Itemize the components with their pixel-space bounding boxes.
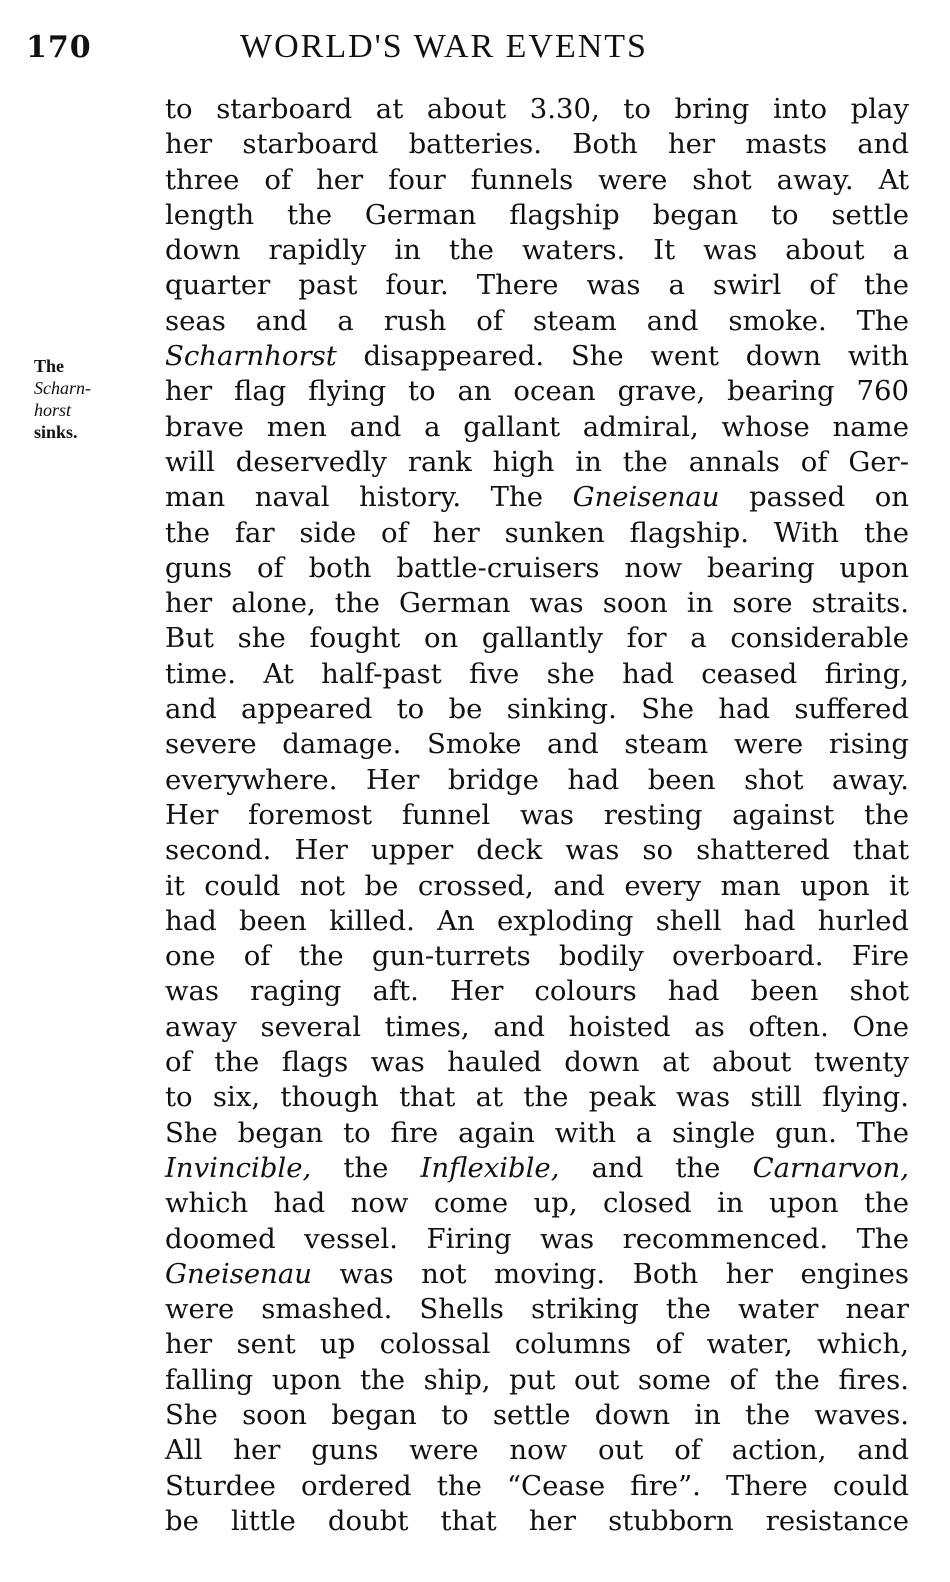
body-line: be little doubt that her stubborn resistance <box>165 1504 909 1537</box>
body-line: Her foremost funnel was resting against the <box>165 798 909 831</box>
body-line: severe damage. Smoke and steam were rising <box>165 728 909 761</box>
body-line: falling upon the ship, put out some of the fires. <box>165 1363 909 1396</box>
body-line: were smashed. Shells striking the water near <box>165 1293 909 1326</box>
italic-ship-name: Carnarvon, <box>752 1151 909 1184</box>
body-line: man naval history. The Gneisenau passed on <box>165 481 909 514</box>
body-line: her flag flying to an ocean grave, bearing 760 <box>165 375 909 408</box>
body-line: But she fought on gallantly for a considerable <box>165 622 909 655</box>
body-line: her alone, the German was soon in sore straits. <box>165 587 909 620</box>
page-number: 170 <box>26 30 92 65</box>
body-line: will deservedly rank high in the annals of Ger- <box>165 445 909 478</box>
body-line: had been killed. An exploding shell had hurled <box>165 904 909 937</box>
body-line: her sent up colossal columns of water, which, <box>165 1328 909 1361</box>
body-line: seas and a rush of steam and smoke. The <box>165 304 909 337</box>
body-line: was raging aft. Her colours had been shot <box>165 975 909 1008</box>
body-line: length the German flagship began to settle <box>165 198 909 231</box>
marginal-note-line: Scharn- <box>34 378 91 398</box>
italic-ship-name: Gneisenau <box>572 481 720 514</box>
running-title: WORLD'S WAR EVENTS <box>240 28 648 65</box>
body-line: Sturdee ordered the “Cease fire”. There could <box>165 1469 909 1502</box>
body-line: and appeared to be sinking. She had suffered <box>165 693 909 726</box>
body-line: second. Her upper deck was so shattered that <box>165 834 909 867</box>
body-line: She began to fire again with a single gun. The <box>165 1116 909 1149</box>
body-line: Scharnhorst disappeared. She went down with <box>165 340 909 373</box>
marginal-note-line: horst <box>34 400 72 420</box>
body-line: one of the gun-turrets bodily overboard. Fire <box>165 940 909 973</box>
body-text <box>165 92 909 1539</box>
marginal-note <box>34 355 134 443</box>
body-line: the far side of her sunken flagship. With the <box>165 516 909 549</box>
body-line: of the flags was hauled down at about twenty <box>165 1046 909 1079</box>
body-line: everywhere. Her bridge had been shot away. <box>165 763 909 796</box>
italic-ship-name: Invincible, <box>165 1151 312 1184</box>
body-line: guns of both battle-cruisers now bearing upon <box>165 551 909 584</box>
body-line: which had now come up, closed in upon the <box>165 1187 909 1220</box>
body-line: She soon began to settle down in the waves. <box>165 1398 909 1431</box>
body-line: three of her four funnels were shot away. At <box>165 163 909 196</box>
body-line: down rapidly in the waters. It was about a <box>165 234 909 267</box>
body-line: brave men and a gallant admiral, whose name <box>165 410 909 443</box>
body-line: Gneisenau was not moving. Both her engines <box>165 1257 909 1290</box>
body-line: quarter past four. There was a swirl of the <box>165 269 909 302</box>
marginal-note-line: sinks. <box>34 422 78 442</box>
marginal-note-line: The <box>34 356 65 376</box>
italic-ship-name: Scharnhorst <box>165 340 337 373</box>
body-line: time. At half-past five she had ceased firing, <box>165 657 909 690</box>
body-line: Invincible, the Inflexible, and the Carnarvon, <box>165 1151 909 1184</box>
body-line: doomed vessel. Firing was recommenced. The <box>165 1222 909 1255</box>
body-line: to starboard at about 3.30, to bring into play <box>165 93 909 125</box>
italic-ship-name: Gneisenau <box>165 1257 312 1290</box>
body-line: away several times, and hoisted as often. One <box>165 1010 909 1043</box>
body-line: to six, though that at the peak was still flying. <box>165 1081 909 1114</box>
body-line: it could not be crossed, and every man upon it <box>165 869 909 902</box>
body-line: All her guns were now out of action, and <box>165 1434 909 1467</box>
body-line: her starboard batteries. Both her masts and <box>165 128 909 161</box>
italic-ship-name: Inflexible, <box>420 1151 560 1184</box>
